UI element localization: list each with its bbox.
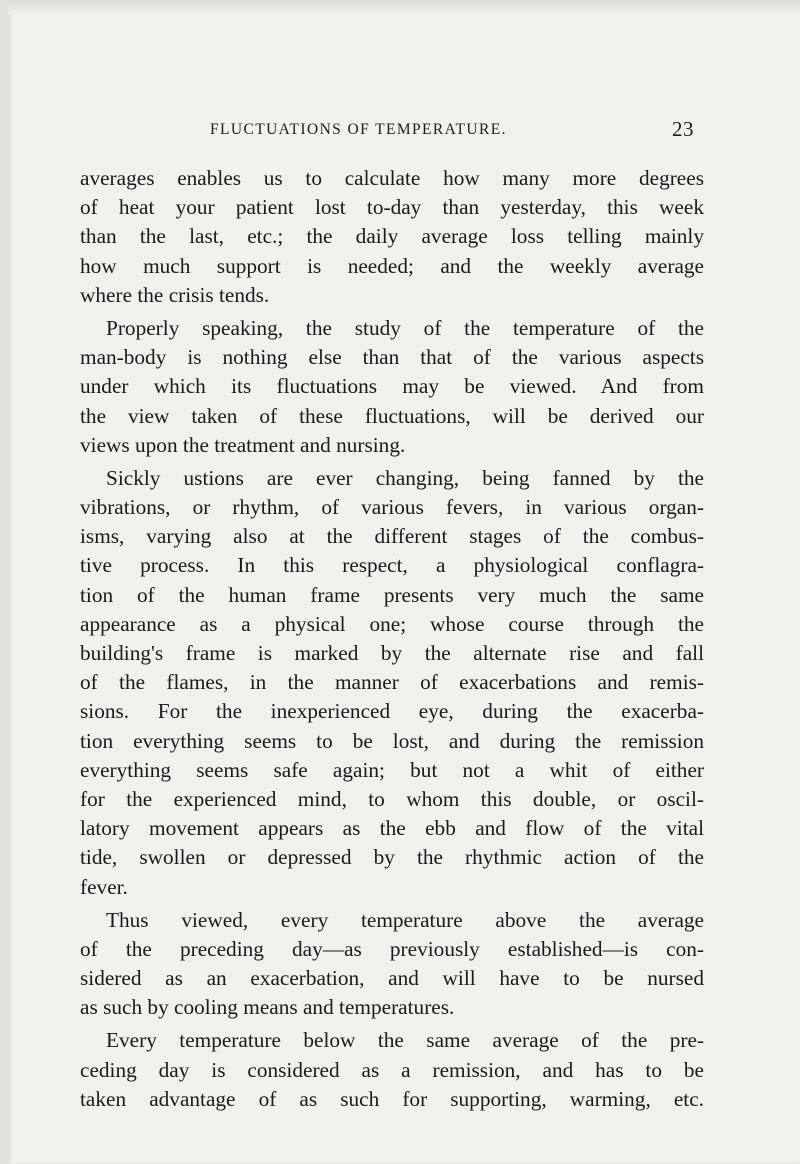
paragraph <box>80 164 704 310</box>
text-line: isms, varying also at the different stages of the combus- <box>80 524 704 549</box>
running-header <box>80 117 694 143</box>
text-line: for the experienced mind, to whom this double, or oscil- <box>80 786 704 811</box>
page-number: 23 <box>672 117 694 141</box>
text-line: ceding day is considered as a remission, and has to be <box>80 1057 704 1082</box>
text-line: Thus viewed, every temperature above the average <box>106 907 704 932</box>
text-line: of heat your patient lost to-day than yesterday, this week <box>80 195 704 220</box>
text-line: tide, swollen or depressed by the rhythmic action of the <box>80 845 704 870</box>
text-line: averages enables us to calculate how many more degrees <box>80 166 704 190</box>
text-line: than the last, etc.; the daily average loss telling mainly <box>80 224 704 249</box>
text-line: latory movement appears as the ebb and flow of the vital <box>80 816 704 841</box>
paragraph <box>80 906 704 1023</box>
running-title: FLUCTUATIONS OF TEMPERATURE. <box>210 121 507 138</box>
text-line: tion of the human frame presents very much the same <box>80 582 704 607</box>
text-line: how much support is needed; and the weekly average <box>80 253 704 278</box>
text-line: Sickly ustions are ever changing, being fanned by the <box>106 465 704 490</box>
text-line: tion everything seems to be lost, and during the remission <box>80 728 704 753</box>
text-line: vibrations, or rhythm, of various fevers, in various organ- <box>80 495 704 520</box>
text-line: fever. <box>80 874 128 899</box>
text-line: views upon the treatment and nursing. <box>80 432 406 457</box>
text-line: sidered as an exacerbation, and will have to be nursed <box>80 966 704 991</box>
text-line: Properly speaking, the study of the temperature of the <box>106 315 704 340</box>
text-line: man-body is nothing else than that of the various aspects <box>80 345 704 370</box>
text-line: Every temperature below the same average of the pre- <box>106 1028 704 1053</box>
text-line: the view taken of these fluctuations, will be derived our <box>80 403 704 428</box>
text-line: as such by cooling means and temperatures. <box>80 995 455 1020</box>
paragraph <box>80 464 704 902</box>
text-line: sions. For the inexperienced eye, during the exacerba- <box>80 699 704 724</box>
text-line: of the preceding day—as previously established—is con- <box>80 936 704 961</box>
text-line: under which its fluctuations may be viewed. And from <box>80 374 704 399</box>
text-line: building's frame is marked by the alternate rise and fall <box>80 641 704 665</box>
text-line: everything seems safe again; but not a whit of either <box>80 757 704 782</box>
text-line: of the flames, in the manner of exacerbations and remis- <box>80 670 704 695</box>
text-line: taken advantage of as such for supporting, warming, etc. <box>80 1086 704 1111</box>
text-line: appearance as a physical one; whose course through the <box>80 611 704 636</box>
paragraph <box>80 1026 704 1114</box>
body-text <box>80 164 704 1114</box>
page-edge <box>8 0 800 14</box>
text-line: tive process. In this respect, a physiological conflagra- <box>80 553 704 578</box>
text-line: where the crisis tends. <box>80 282 270 307</box>
paragraph <box>80 314 704 460</box>
book-page <box>8 0 800 1164</box>
